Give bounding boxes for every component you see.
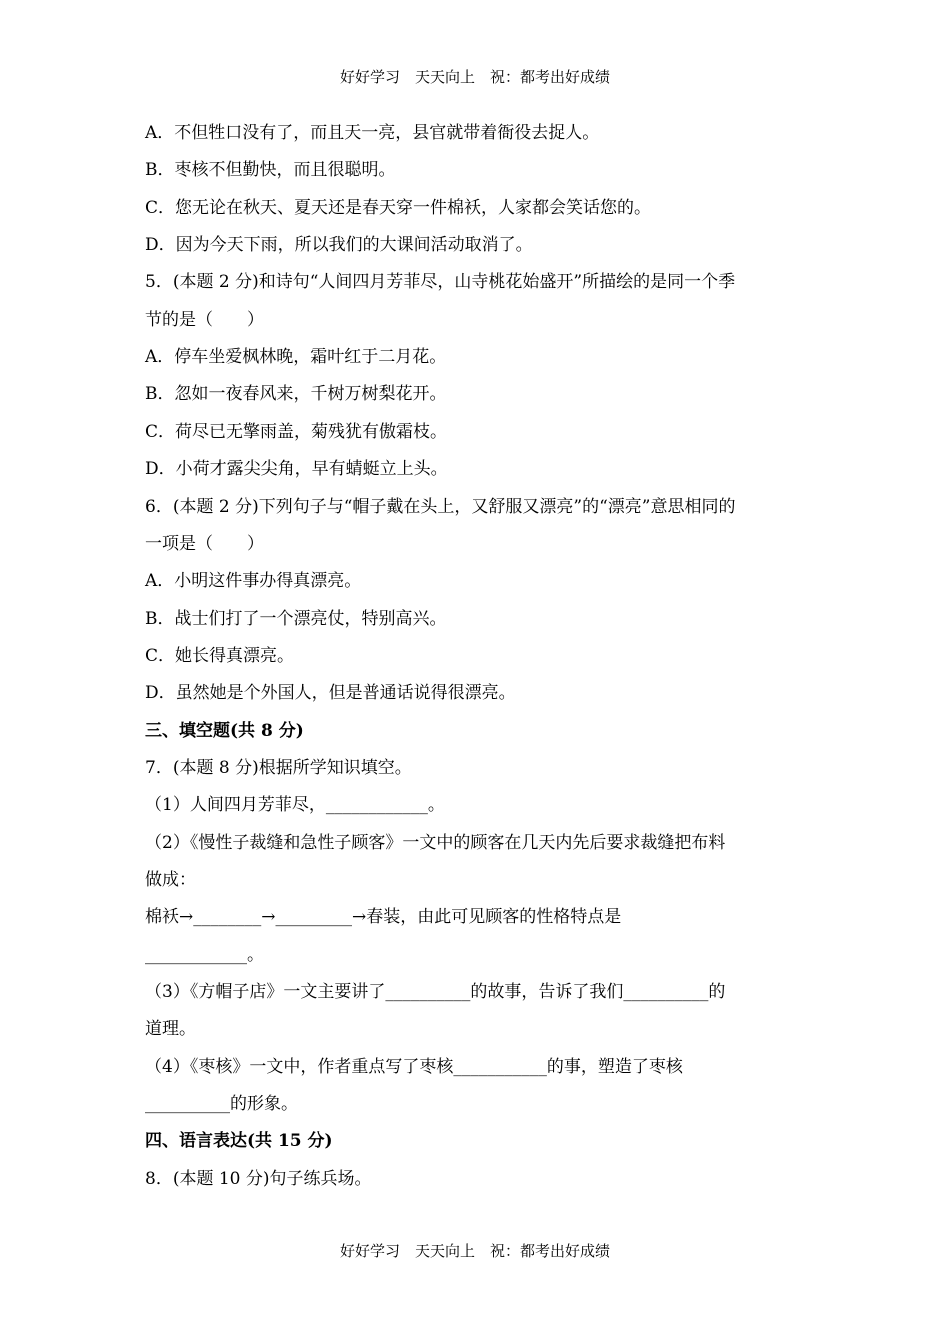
- text-line: （1）人间四月芳菲尽，____________。: [145, 795, 445, 815]
- text-line: A．不但牲口没有了，而且天一亮，县官就带着衙役去捉人。: [145, 123, 600, 143]
- text-line: __________的形象。: [145, 1094, 298, 1114]
- text-line: 8．(本题 10 分)句子练兵场。: [145, 1169, 372, 1189]
- text-line: （3）《方帽子店》一文主要讲了__________的故事，告诉了我们__________的: [145, 982, 726, 1002]
- text-line: ____________。: [145, 945, 264, 965]
- text-line: 节的是（ ）: [145, 310, 264, 330]
- text-line: C．她长得真漂亮。: [145, 646, 295, 666]
- text-line: D．因为今天下雨，所以我们的大课间活动取消了。: [145, 235, 533, 255]
- page-footer: 好好学习 天天向上 祝：都考出好成绩: [339, 1242, 610, 1260]
- text-line: 6．(本题 2 分)下列句子与“帽子戴在头上，又舒服又漂亮”的“漂亮”意思相同的: [145, 497, 736, 517]
- text-line: C．荷尽已无擎雨盖，菊残犹有傲霜枝。: [145, 422, 448, 442]
- text-line: A．停车坐爱枫林晚，霜叶红于二月花。: [145, 347, 447, 367]
- text-line: 5．(本题 2 分)和诗句“人间四月芳菲尽，山寺桃花始盛开”所描绘的是同一个季: [145, 272, 736, 292]
- section-heading: 四、语言表达(共 15 分): [145, 1131, 333, 1151]
- page-header: 好好学习 天天向上 祝：都考出好成绩: [339, 68, 610, 86]
- text-line: D．虽然她是个外国人，但是普通话说得很漂亮。: [145, 683, 516, 703]
- text-line: C．您无论在秋天、夏天还是春天穿一件棉袄，人家都会笑话您的。: [145, 198, 652, 218]
- text-line: D．小荷才露尖尖角，早有蜻蜓立上头。: [145, 459, 448, 479]
- text-line: B．枣核不但勤快，而且很聪明。: [145, 160, 396, 180]
- section-heading: 三、填空题(共 8 分): [145, 721, 304, 741]
- text-line: A．小明这件事办得真漂亮。: [145, 571, 362, 591]
- text-line: （4）《枣核》一文中，作者重点写了枣核___________的事，塑造了枣核: [145, 1057, 683, 1077]
- text-line: B．战士们打了一个漂亮仗，特别高兴。: [145, 609, 447, 629]
- text-line: 一项是（ ）: [145, 534, 264, 554]
- text-line: 棉袄→________→_________→春装，由此可见顾客的性格特点是: [145, 907, 622, 927]
- text-line: （2）《慢性子裁缝和急性子顾客》一文中的顾客在几天内先后要求裁缝把布料: [145, 833, 726, 853]
- text-line: 7．(本题 8 分)根据所学知识填空。: [145, 758, 412, 778]
- text-line: 道理。: [145, 1019, 196, 1039]
- text-line: B．忽如一夜春风来，千树万树梨花开。: [145, 384, 447, 404]
- text-line: 做成：: [145, 870, 196, 890]
